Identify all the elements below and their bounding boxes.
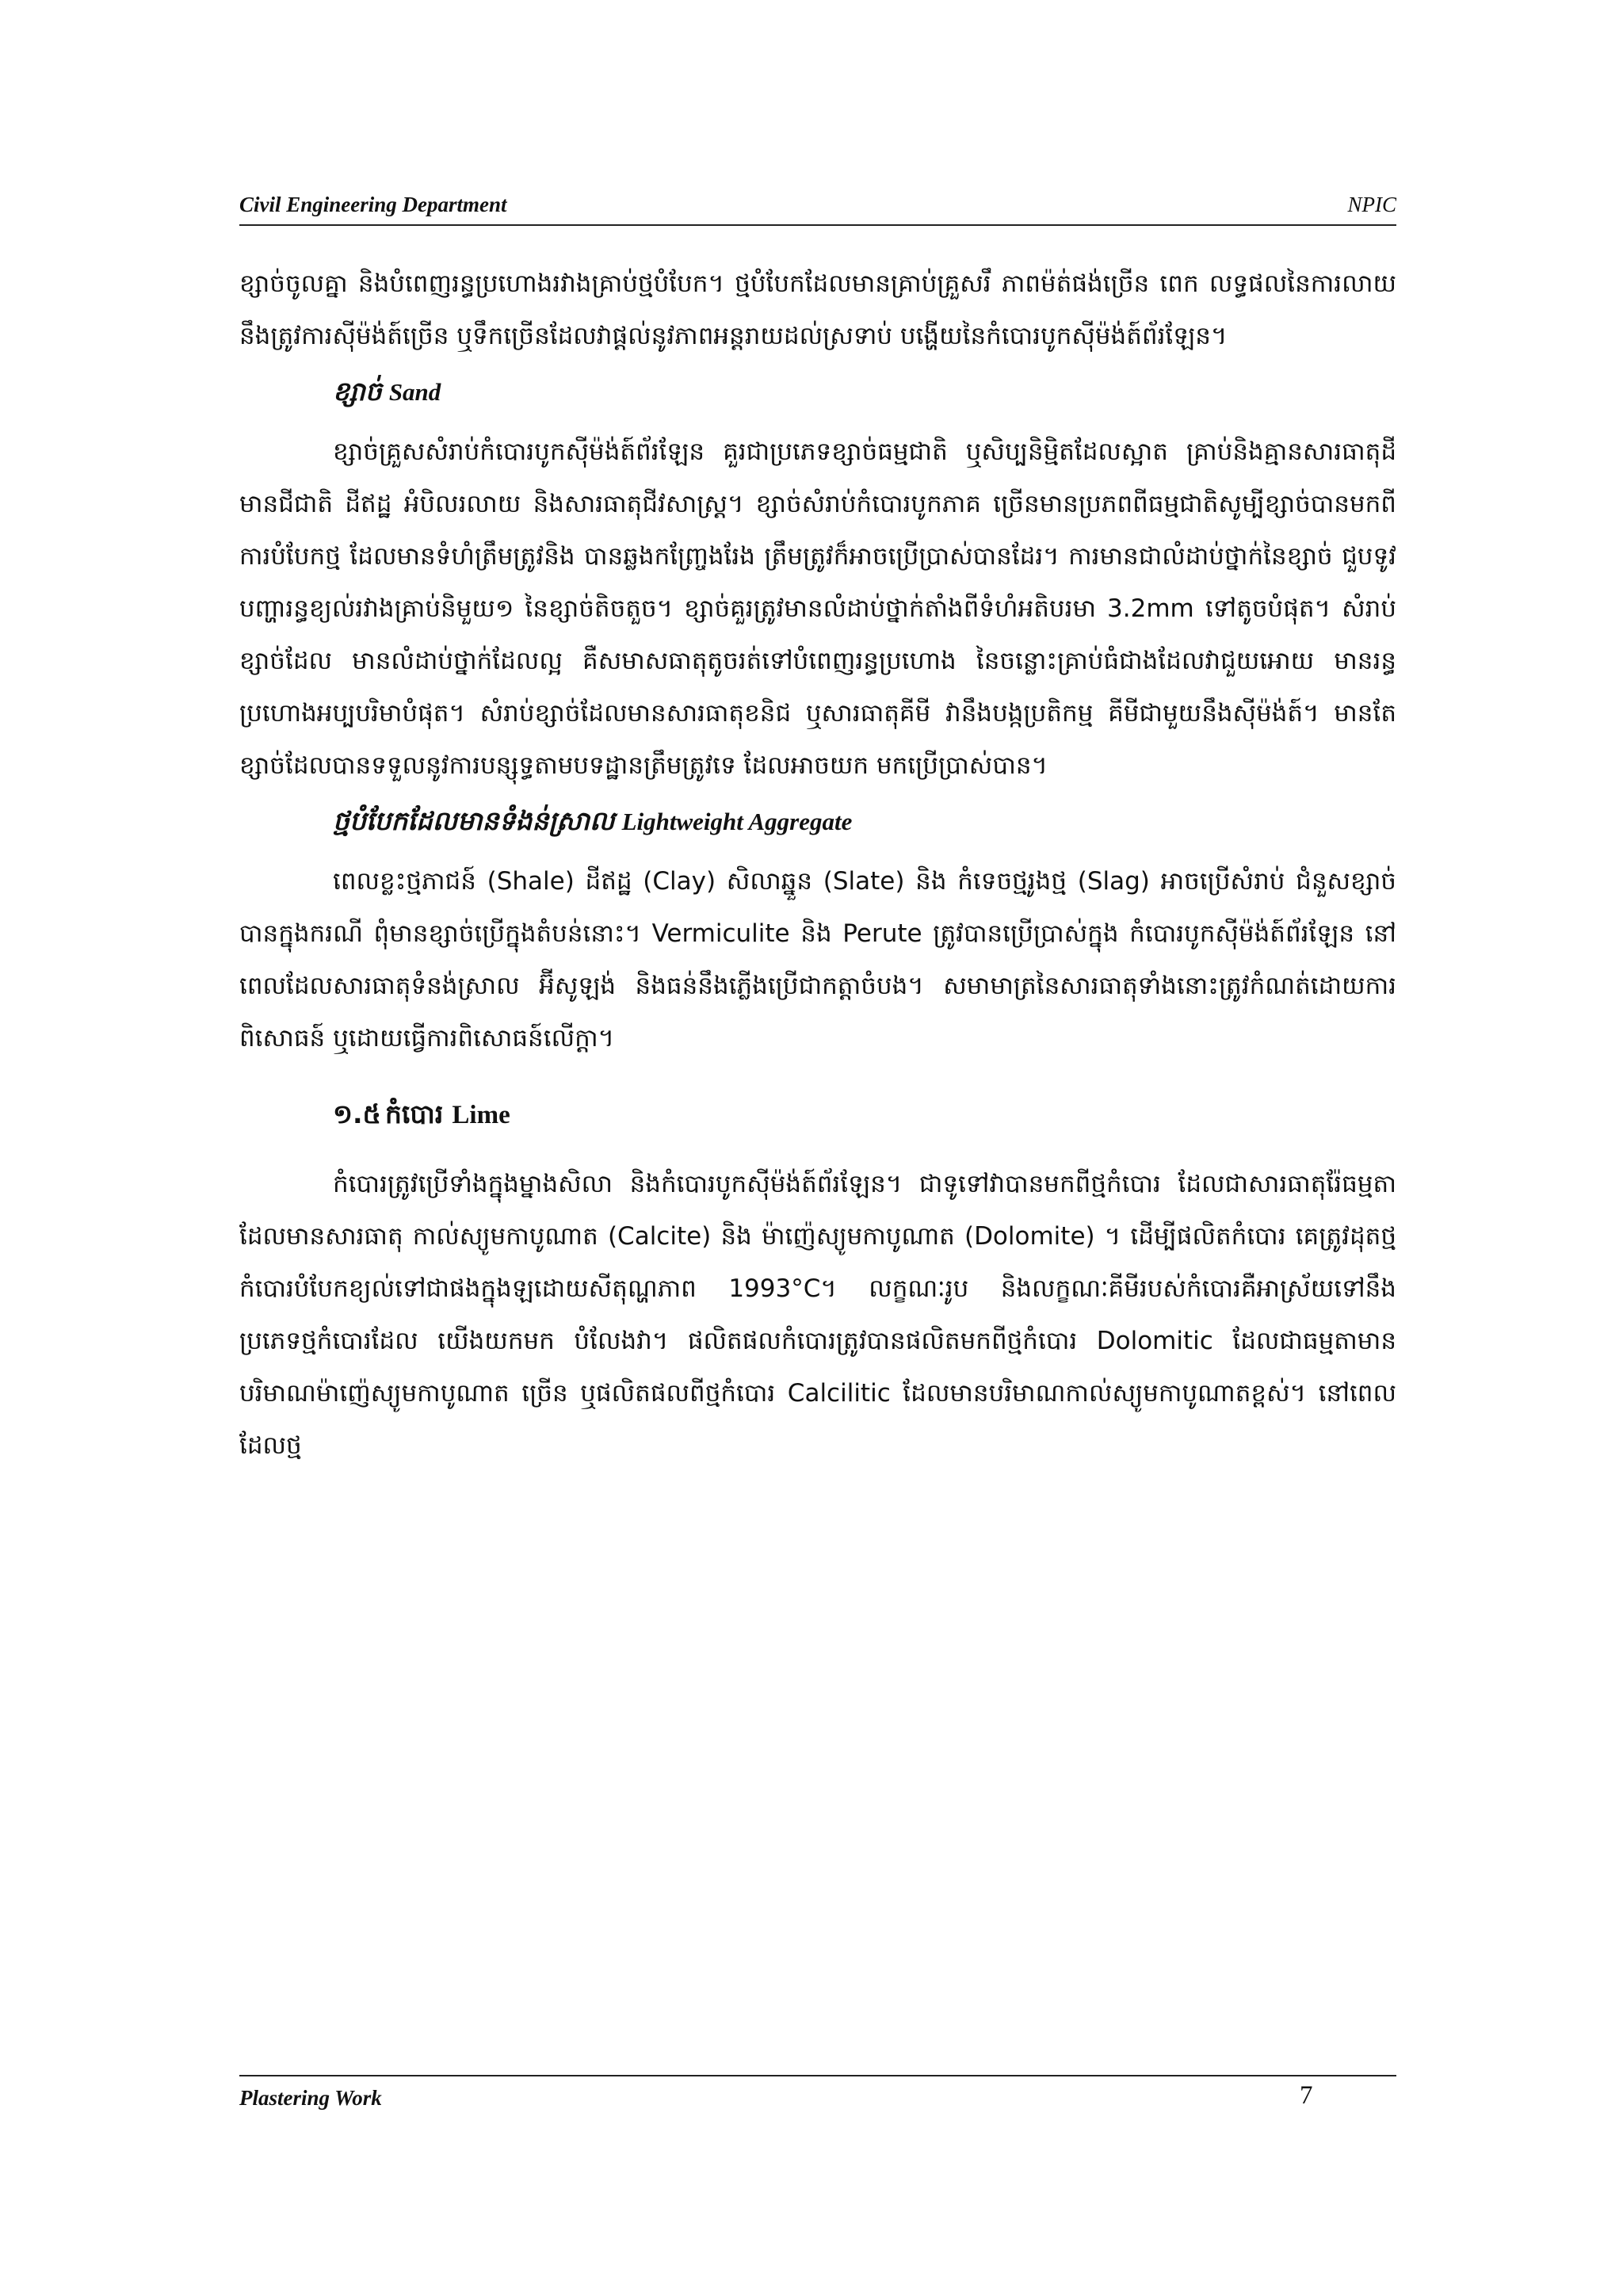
sand-paragraph: ខ្សាច់គ្រួសសំរាប់កំបោរបូកស៊ីម៉ង់ត៍ព័រឡែន គួរជាប្រភេទខ្សាច់ធម្មជាតិ ឬសិប្បនិម្មិតដែលស្អាត គ្រាប់និងគ្មានសារធាតុដីមានជីជាតិ ដីឥដ្ឋ អំបិលរលាយ និងសារធាតុជីវសាស្ត្រ។ ខ្សាច់សំរាប់កំបោរបូកភាគ ច្រើនមានប្រភពពីធម្មជាតិសូម្បីខ្សាច់បានមកពីការបំបែកថ្ម ដែលមានទំហំត្រឹមត្រូវនិង បានឆ្លងកញ្ច្រែងរែង ត្រឹមត្រូវក៏អាចប្រើប្រាស់បានដែរ។ ការមានជាលំដាប់ថ្នាក់នៃខ្សាច់ ជួបទូវបញ្ហារន្ធខ្យល់រវាងគ្រាប់និមួយ១ នៃខ្សាច់តិចតួច។ ខ្សាច់គួរត្រូវមានលំដាប់ថ្នាក់តាំងពីទំហំអតិបរមា 3.2mm ទៅតូចបំផុត។ សំរាប់ខ្សាច់ដែល មានលំដាប់ថ្នាក់ដែលល្អ គឺសមាសធាតុតូចរត់ទៅបំពេញរន្ធប្រហោង នៃចន្លោះគ្រាប់ធំជាងដែលវាជួយអោយ មានរន្ធប្រហោងអប្បបរិមាបំផុត។ សំរាប់ខ្សាច់ដែលមានសារធាតុខនិជ ឬសារធាតុគីមី វានឹងបង្កប្រតិកម្ម គីមីជាមួយនឹងស៊ីម៉ង់ត៍។ មានតែខ្សាច់ដែលបានទទួលនូវការបន្សុទ្ធតាមបទដ្ឋានត្រឹមត្រូវទេ ដែលអាចយក មកប្រើប្រាស់បាន។ <box>239 437 1396 780</box>
intro-paragraph: ខ្សាច់ចូលគ្នា និងបំពេញរន្ធប្រហោងរវាងគ្រាប់ថ្មបំបែក។ ថ្មបំបែកដែលមានគ្រាប់គ្រួសរឹ ភាពម៉ត់ផង់ច្រើន ពេក លទ្ធផលនៃការលាយនឹងត្រូវការស៊ីម៉ង់ត៍ច្រើន ឬទឹកច្រើនដែលវាផ្តល់នូវភាពអន្តរាយដល់ស្រទាប់ បង្ហើយនៃកំបោរបូកស៊ីម៉ង់ត៍ព័រឡែន។ <box>239 269 1396 350</box>
lime-heading-khmer: កំបោរ <box>384 1098 444 1129</box>
header-divider <box>239 224 1396 226</box>
lime-section-number: ១.៥ <box>333 1098 381 1129</box>
page-header <box>239 190 1396 223</box>
lime-section-title <box>333 1091 1396 1142</box>
footer-title: Plastering Work <box>239 2086 382 2110</box>
lightweight-heading-english: Lightweight Aggregate <box>621 808 853 835</box>
lightweight-heading <box>333 798 1396 849</box>
header-department: Civil Engineering Department <box>239 193 507 216</box>
page-content <box>239 258 1396 1472</box>
header-institution: NPIC <box>1347 193 1396 216</box>
page-number: 7 <box>1300 2081 1313 2110</box>
sand-heading-khmer: ខ្សាច់ <box>333 376 382 407</box>
sand-heading <box>333 369 1396 419</box>
lightweight-heading-khmer: ថ្មបំបែកដែលមានទំងន់ស្រាល <box>333 805 615 836</box>
sand-heading-english: Sand <box>388 378 441 406</box>
lime-paragraph: កំបោរត្រូវប្រើទាំងក្នុងម្នាងសិលា និងកំបោរបូកស៊ីម៉ង់ត៍ព័រឡែន។ ជាទូទៅវាបានមកពីថ្មកំបោរ ដែលជាសារធាតុរ៉ែធម្មតាដែលមានសារធាតុ កាល់ស្យូមកាបូណាត (Calcite) និង ម៉ាញ៉េស្យូមកាបូណាត (Dolomite) ។ ដើម្បីផលិតកំបោរ គេត្រូវដុតថ្មកំបោរបំបែកខ្យល់ទៅជាផងក្នុងឡដោយសីតុណ្ហភាព 1993°C។ លក្ខណៈរូប និងលក្ខណៈគីមីរបស់កំបោរគឺអាស្រ័យទៅនឹងប្រភេទថ្មកំបោរដែល យើងយកមក បំលែងវា។ ផលិតផលកំបោរត្រូវបានផលិតមកពីថ្មកំបោរ Dolomitic ដែលជាធម្មតាមានបរិមាណម៉ាញ៉េស្យូមកាបូណាត ច្រើន ឬផលិតផលពីថ្មកំបោរ Calcilitic ដែលមានបរិមាណកាល់ស្យូមកាបូណាតខ្ពស់។ នៅពេលដែលថ្ម <box>239 1170 1396 1460</box>
lightweight-paragraph: ពេលខ្លះថ្មភាជន៍ (Shale) ដីឥដ្ឋ (Clay) សិលាឆ្នួន (Slate) និង កំទេចថ្មរូងថ្ម (Slag) អាចប្រើសំរាប់ ជំនួសខ្សាច់បានក្នុងករណី ពុំមានខ្សាច់ប្រើក្នុងតំបន់នោះ។ Vermiculite និង Perute ត្រូវបានប្រើប្រាស់ក្នុង កំបោរបូកស៊ីម៉ង់ត៍ព័រឡែន នៅពេលដែលសារធាតុទំនង់ស្រាល អ៊ីសូឡង់ និងធន់នឹងភ្លើងប្រើជាកត្តាចំបង។ សមាមាត្រនៃសារធាតុទាំងនោះត្រូវកំណត់ដោយការពិសោធន៍ ឬដោយធ្វើការពិសោធន៍លើក្តា។ <box>239 867 1396 1052</box>
lime-heading-english: Lime <box>452 1101 510 1129</box>
footer-divider <box>239 2075 1396 2076</box>
